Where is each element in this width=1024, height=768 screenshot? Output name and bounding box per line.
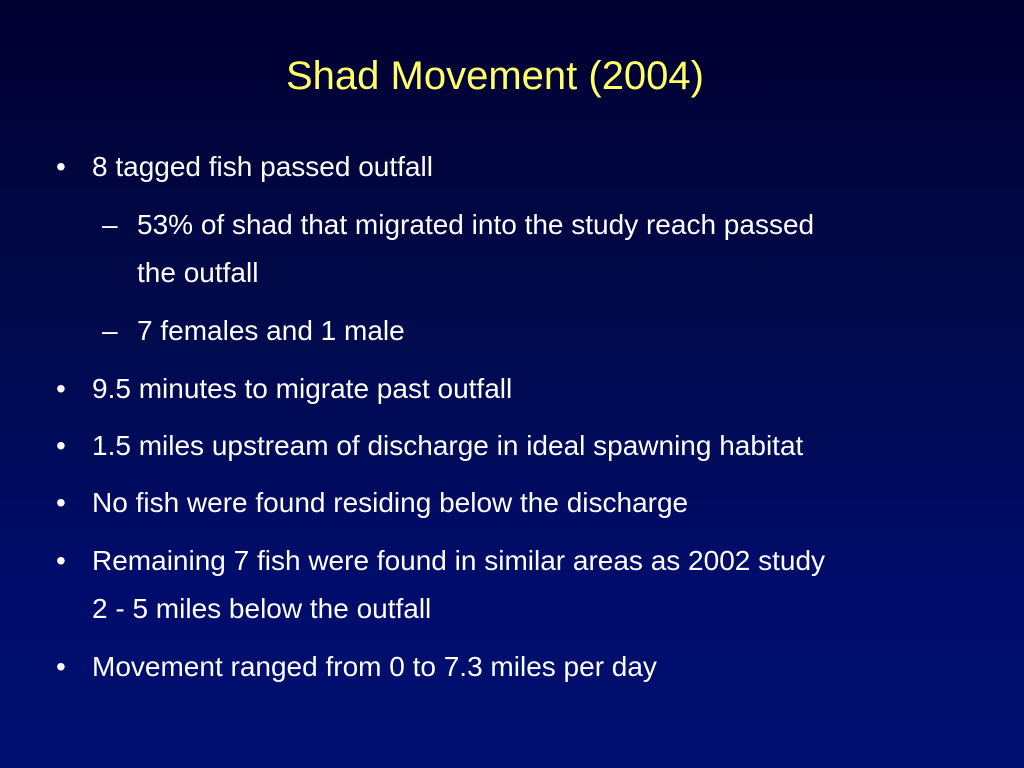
bullet-marker: • — [56, 151, 66, 182]
sub-bullet-text-line: 7 females and 1 male — [137, 315, 405, 346]
bullet-marker: • — [56, 373, 66, 404]
sub-bullet-item — [102, 307, 982, 355]
sub-bullet-text — [137, 201, 982, 297]
sub-bullet-text-line: 53% of shad that migrated into the study reach passed — [137, 209, 815, 240]
bullet-item — [56, 537, 1006, 633]
bullet-text-line: Movement ranged from 0 to 7.3 miles per day — [92, 651, 657, 682]
bullet-item — [56, 643, 986, 691]
bullet-item — [56, 422, 986, 470]
bullet-marker: • — [56, 545, 66, 576]
sub-bullet-text — [137, 307, 982, 355]
dash-marker: – — [102, 315, 118, 346]
bullet-text-line: 1.5 miles upstream of discharge in ideal spawning habitat — [92, 430, 804, 461]
sub-bullet-item — [102, 201, 982, 297]
slide-title: Shad Movement (2004) — [285, 54, 704, 98]
sub-bullet-text-line: the outfall — [137, 257, 259, 288]
bullet-text-line: 9.5 minutes to migrate past outfall — [92, 373, 513, 404]
bullet-item — [56, 479, 986, 527]
bullet-text — [92, 365, 986, 413]
dash-marker: – — [102, 209, 118, 240]
bullet-marker: • — [56, 430, 66, 461]
bullet-text — [92, 643, 986, 691]
bullet-text-line: 2 - 5 miles below the outfall — [92, 593, 432, 624]
bullet-text — [92, 537, 1006, 633]
bullet-text-line: 8 tagged fish passed outfall — [92, 151, 433, 182]
bullet-marker: • — [56, 487, 66, 518]
bullet-item — [56, 143, 986, 191]
bullet-item — [56, 365, 986, 413]
bullet-marker: • — [56, 651, 66, 682]
bullet-text — [92, 422, 986, 470]
bullet-text-line: Remaining 7 fish were found in similar areas as 2002 study — [92, 545, 826, 576]
bullet-text — [92, 143, 986, 191]
bullet-text — [92, 479, 986, 527]
bullet-text-line: No fish were found residing below the discharge — [92, 487, 689, 518]
